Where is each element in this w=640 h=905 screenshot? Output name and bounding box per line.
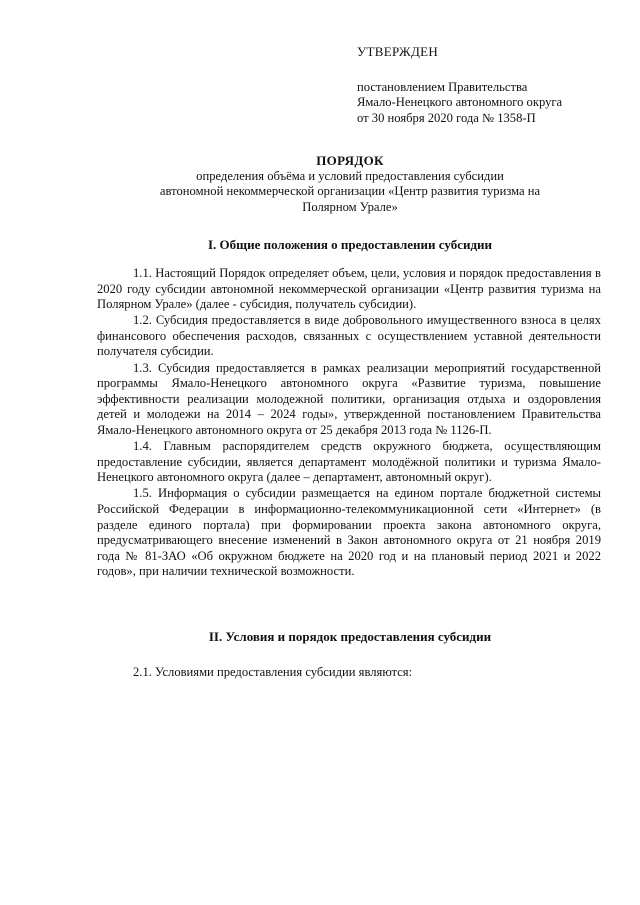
approval-line: постановлением Правительства xyxy=(357,79,528,94)
paragraph: 2.1. Условиями предоставления субсидии являются: xyxy=(133,665,413,679)
paragraph: 1.4. Главным распорядителем средств окружного бюджета, осуществляющим предоставление субсидии, является департамент молодёжной политики и туризма Ямало-Ненецкого автономного округа (далее – департамент, автономный округ). xyxy=(97,439,601,485)
approval-line: от 30 ноября 2020 года № 1358-П xyxy=(357,110,536,125)
paragraph: 1.5. Информация о субсидии размещается на едином портале бюджетной системы Российской Федерации в информационно-телекоммуникационной сети «Интернет» (в разделе единого портала) при формировании проекта закона автономного округа, предусматривающего внесение изменений в Закон автономного округа от 21 ноября 2019 года № 81-ЗАО «Об окружном бюджете на 2020 год и на плановый период 2021 и 2022 годов», при наличии технической возможности. xyxy=(97,486,601,579)
section-heading: I. Общие положения о предоставлении субсидии xyxy=(207,237,493,252)
paragraph: 1.1. Настоящий Порядок определяет объем, цели, условия и порядок предоставления в 2020 году субсидии автономной некоммерческой организации «Центр развития туризма на Полярном Урале» (далее - субсидия, получатель субсидии). xyxy=(97,266,601,312)
document-subtitle-line: автономной некоммерческой организации «Центр развития туризма на xyxy=(159,184,541,199)
section-body xyxy=(97,266,601,580)
document-title-block xyxy=(100,153,600,215)
section-heading: II. Условия и порядок предоставления субсидии xyxy=(208,629,492,644)
paragraph: 1.2. Субсидия предоставляется в виде добровольного имущественного взноса в целях финансового обеспечения расходов, связанных с осуществлением уставной деятельности получателя субсидии. xyxy=(97,313,601,359)
approval-details xyxy=(357,80,619,127)
paragraph: 1.3. Субсидия предоставляется в рамках реализации мероприятий государственной программы Ямало-Ненецкого автономного округа «Развитие туризма, повышение эффективности реализации молодежной политики, организация отдыха и оздоровления детей и молодежи на 2014 – 2024 годы», утвержденной постановлением Правительства Ямало-Ненецкого автономного округа от 25 декабря 2013 года № 1126-П. xyxy=(97,360,601,437)
approval-line: Ямало-Ненецкого автономного округа xyxy=(357,95,563,110)
document-subtitle-line: определения объёма и условий предоставления субсидии xyxy=(196,168,504,183)
document-subtitle-line: Полярном Урале» xyxy=(302,199,398,214)
approval-title: УТВЕРЖДЕН xyxy=(357,44,439,59)
document-title: ПОРЯДОК xyxy=(316,153,384,168)
section-body xyxy=(97,665,601,681)
approval-block xyxy=(357,44,619,126)
